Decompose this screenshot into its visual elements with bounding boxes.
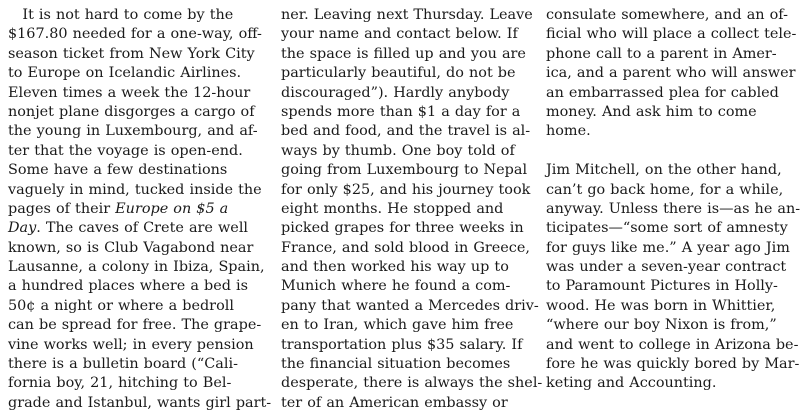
text-line: Munich where he found a com- — [281, 278, 511, 295]
text-line: vine works well; in every pension — [8, 336, 254, 353]
text-line: ner. Leaving next Thursday. Leave — [281, 7, 533, 23]
text-line: for guys like me.” A year ago Jim — [546, 239, 790, 256]
text-line: Lausanne, a colony in Ibiza, Spain, — [8, 259, 265, 276]
text-line: to Paramount Pictures in Holly- — [546, 278, 778, 295]
text-line: particularly beautiful, do not be — [281, 65, 516, 82]
paragraph — [546, 6, 797, 142]
text-line: the space is filled up and you are — [281, 45, 526, 62]
text-line: fornia boy, 21, hitching to Bel- — [8, 375, 232, 392]
text-line: known, so is Club Vagabond near — [8, 239, 254, 256]
text-line: and then worked his way up to — [281, 259, 509, 276]
text-line: ica, and a parent who will answer — [546, 65, 796, 82]
text-line: going from Luxembourg to Nepal — [281, 162, 528, 179]
text-line: money. And ask him to come — [546, 103, 757, 120]
text-line: discouraged”). Hardly anybody — [281, 84, 510, 101]
text-line: a hundred places where a bed is — [8, 278, 249, 295]
text-line: picked grapes for three weeks in — [281, 220, 524, 237]
text-line: an embarrassed plea for cabled — [546, 84, 779, 101]
text-fragment: pages of their — [8, 200, 116, 217]
text-line: ficial who will place a collect tele- — [546, 26, 797, 43]
text-line: can’t go back home, for a while, — [546, 181, 784, 198]
book-title: Europe on $5 a — [115, 200, 229, 217]
text-line: consulate somewhere, and an of- — [546, 7, 788, 23]
text-line: can be spread for free. The grape- — [8, 317, 262, 334]
text-line: Some have a few destinations — [8, 162, 228, 179]
text-line: grade and Istanbul, wants girl part- — [8, 394, 272, 411]
text-line: there is a bulletin board (“Cali- — [8, 356, 238, 373]
text-line: fore he was quickly bored by Mar- — [546, 356, 800, 373]
text-line: Jim Mitchell, on the other hand, — [546, 162, 782, 179]
paragraph-spacer — [546, 142, 794, 161]
text-line: your name and contact below. If — [281, 26, 518, 43]
text-line: $167.80 needed for a one-way, off- — [8, 26, 262, 43]
text-line: vaguely in mind, tucked inside the — [8, 181, 262, 198]
text-line: ticipates—“some sort of amnesty — [546, 220, 788, 237]
text-line: to Europe on Icelandic Airlines. — [8, 65, 242, 82]
text-line: and went to college in Arizona be- — [546, 336, 799, 353]
text-line: Eleven times a week the 12-hour — [8, 84, 251, 101]
text-line: anyway. Unless there is—as he an- — [546, 200, 801, 217]
text-column-3 — [546, 6, 801, 394]
text-line: transportation plus $35 salary. If — [281, 336, 523, 353]
text-line-with-book-title — [8, 200, 264, 219]
text-line: spends more than $1 a day for a — [281, 103, 521, 120]
text-line: It is not hard to come by the — [8, 7, 234, 23]
text-line: eight months. He stopped and — [281, 200, 504, 217]
text-column-1 — [8, 6, 272, 413]
text-line-with-book-title — [8, 219, 264, 238]
text-column-2 — [281, 6, 543, 413]
text-line: season ticket from New York City — [8, 45, 255, 62]
text-line: the young in Luxembourg, and af- — [8, 123, 258, 140]
text-line: ter that the voyage is open-end. — [8, 142, 243, 159]
paragraph — [8, 6, 272, 413]
text-line: ways by thumb. One boy told of — [281, 142, 515, 159]
text-line: phone call to a parent in Amer- — [546, 45, 777, 62]
paragraph — [281, 6, 543, 413]
text-line: en to Iran, which gave him free — [281, 317, 514, 334]
text-fragment: . The caves of Crete are well — [36, 220, 249, 237]
text-line: home. — [546, 123, 591, 140]
text-line: “where our boy Nixon is from,” — [546, 317, 777, 334]
text-line: keting and Accounting. — [546, 375, 717, 392]
text-line: 50¢ a night or where a bedroll — [8, 297, 234, 314]
text-line: wood. He was born in Whittier, — [546, 297, 776, 314]
text-line: France, and sold blood in Greece, — [281, 239, 530, 256]
text-line: pany that wanted a Mercedes driv- — [281, 297, 539, 314]
text-line: the financial situation becomes — [281, 356, 511, 373]
text-line: nonjet plane disgorges a cargo of — [8, 103, 255, 120]
text-line: for only $25, and his journey took — [281, 181, 531, 198]
text-line: desperate, there is always the shel- — [281, 375, 543, 392]
book-title: Day — [8, 220, 37, 237]
text-line: bed and food, and the travel is al- — [281, 123, 531, 140]
paragraph — [546, 161, 801, 394]
text-line: ter of an American embassy or — [281, 394, 508, 411]
text-line: was under a seven-year contract — [546, 259, 787, 276]
